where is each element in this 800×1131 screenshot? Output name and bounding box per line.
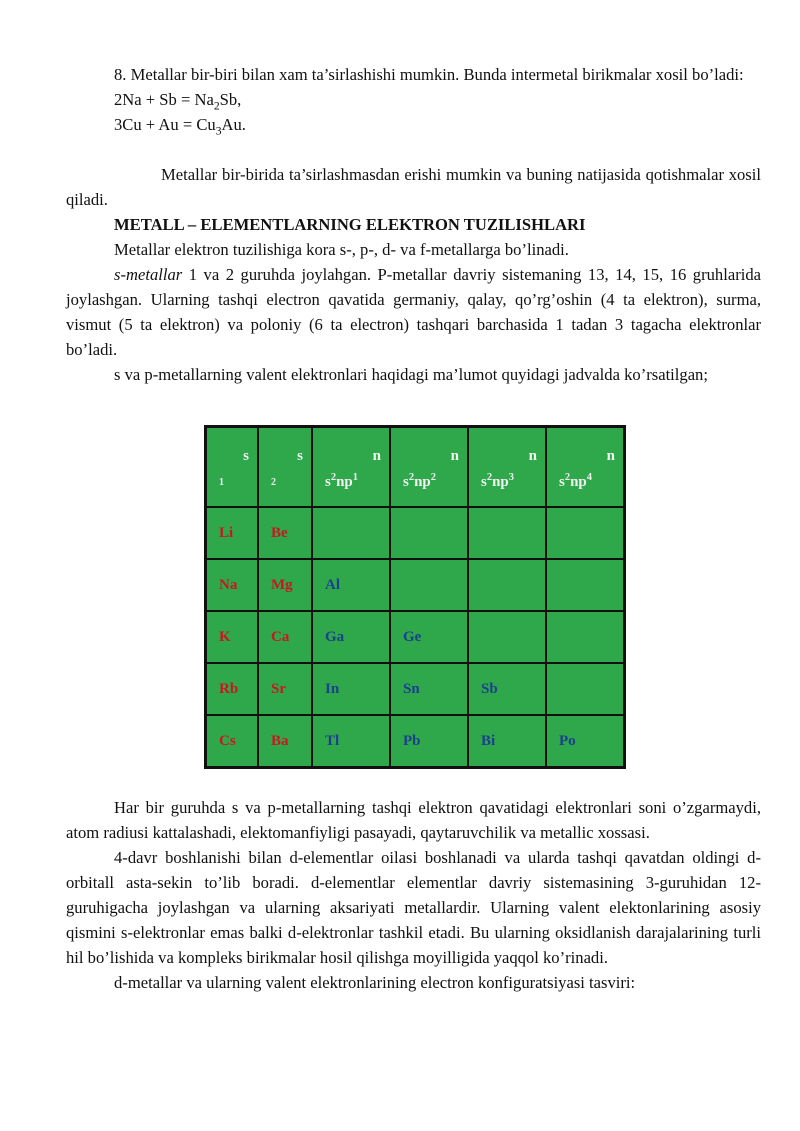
header-cell-s2np4: n $s^2np^4$ — [546, 427, 624, 507]
element-cell: Cs — [206, 715, 258, 767]
table-header-row — [206, 427, 624, 507]
element-cell: K — [206, 611, 258, 663]
element-cell: Pb — [390, 715, 468, 767]
table-row — [206, 507, 624, 559]
element-cell: Bi — [468, 715, 546, 767]
valence-table-wrapper — [204, 425, 761, 769]
element-cell — [546, 507, 624, 559]
element-cell — [546, 663, 624, 715]
equation-na-sb: $2Na + Sb = Na_2Sb$, — [114, 90, 242, 113]
paragraph-s-metals: s-metallar 1 va 2 guruhda joylahgan. P-metallar davriy sistemaning 13, 14, 15, 16 gruhlarida joylashgan. Ularning tashqi electron qavatida germaniy, qalay, qo’rg’oshin (4 ta elektron), surma, vismut (5 ta elektron) va poloniy (6 ta electron) tashqari barchasida 1 tadan 3 tagacha elektronlar bo’ladi. — [66, 265, 761, 359]
element-cell — [390, 559, 468, 611]
element-cell: Be — [258, 507, 312, 559]
paragraph-d-elements: 4-davr boshlanishi bilan d-elementlar oilasi boshlanadi va ularda tashqi qavatdan oldingi d-orbitall asta-sekin to’lib boradi. d-elementlar elementlar davriy sistemasining 3-guruhidan 12-guruhigacha joylashgan va ularning aksariyati metallardir. Ularning valent elektonlarining asosiy qismini s-elektronlar emas balki d-elektronlar tashkil etadi. Bu ularning oksidlanish darajalarining turli hil bo’lishida va kompleks birikmalar hosil qilishga moyilligida yaqqol ko’rinadi. — [66, 848, 761, 967]
header-cell-s2np2: n $s^2np^2$ — [390, 427, 468, 507]
paragraph-d-config-intro: d-metallar va ularning valent elektronlarining electron konfiguratsiyasi tasviri: — [114, 973, 636, 992]
table-row — [206, 663, 624, 715]
section-heading: METALL – ELEMENTLARNING ELEKTRON TUZILISHLARI — [114, 215, 586, 234]
element-cell — [312, 507, 390, 559]
element-cell: Rb — [206, 663, 258, 715]
element-cell: Ca — [258, 611, 312, 663]
paragraph-table-intro: s va p-metallarning valent elektronlari haqidagi ma’lumot quyidagi jadvalda ko’rsatilgan; — [114, 365, 708, 384]
element-cell: Ge — [390, 611, 468, 663]
table-row — [206, 559, 624, 611]
element-cell: Po — [546, 715, 624, 767]
paragraph-intermetal: 8. Metallar bir-biri bilan xam ta’sirlashishi mumkin. Bunda intermetal birikmalar xosil bo’ladi: — [114, 65, 744, 84]
element-cell — [468, 559, 546, 611]
element-cell: Mg — [258, 559, 312, 611]
element-cell: Ba — [258, 715, 312, 767]
paragraph-group-trends: Har bir guruhda s va p-metallarning tashqi elektron qavatidagi elektronlari soni o’zgarmaydi, atom radiusi kattalashadi, elektomanfiyligi pasayadi, qaytaruvchilik va metallic xossasi. — [66, 798, 761, 842]
valence-electron-table — [204, 425, 626, 769]
blank-line — [66, 137, 761, 162]
table-row — [206, 715, 624, 767]
element-cell: Ga — [312, 611, 390, 663]
paragraph-metal-types: Metallar elektron tuzilishiga kora s-, p-, d- va f-metallarga bo’linadi. — [114, 240, 569, 259]
element-cell — [546, 611, 624, 663]
equation-cu-au: $3Cu + Au = Cu_3Au$. — [114, 115, 246, 138]
element-cell — [468, 507, 546, 559]
element-cell: Tl — [312, 715, 390, 767]
header-cell-s2: s 2 — [258, 427, 312, 507]
element-cell — [468, 611, 546, 663]
element-cell: Sb — [468, 663, 546, 715]
document-page — [66, 62, 761, 995]
element-cell — [390, 507, 468, 559]
element-cell: Na — [206, 559, 258, 611]
table-row — [206, 611, 624, 663]
paragraph-alloys: Metallar bir-birida ta’sirlashmasdan erishi mumkin va buning natijasida qotishmalar xosil qiladi. — [66, 165, 761, 209]
element-cell: Sn — [390, 663, 468, 715]
element-cell: Al — [312, 559, 390, 611]
element-cell: Sr — [258, 663, 312, 715]
element-cell: Li — [206, 507, 258, 559]
header-cell-s1: s 1 — [206, 427, 258, 507]
header-cell-s2np1: n $s^2np^1$ — [312, 427, 390, 507]
element-cell — [546, 559, 624, 611]
element-cell: In — [312, 663, 390, 715]
header-cell-s2np3: n $s^2np^3$ — [468, 427, 546, 507]
